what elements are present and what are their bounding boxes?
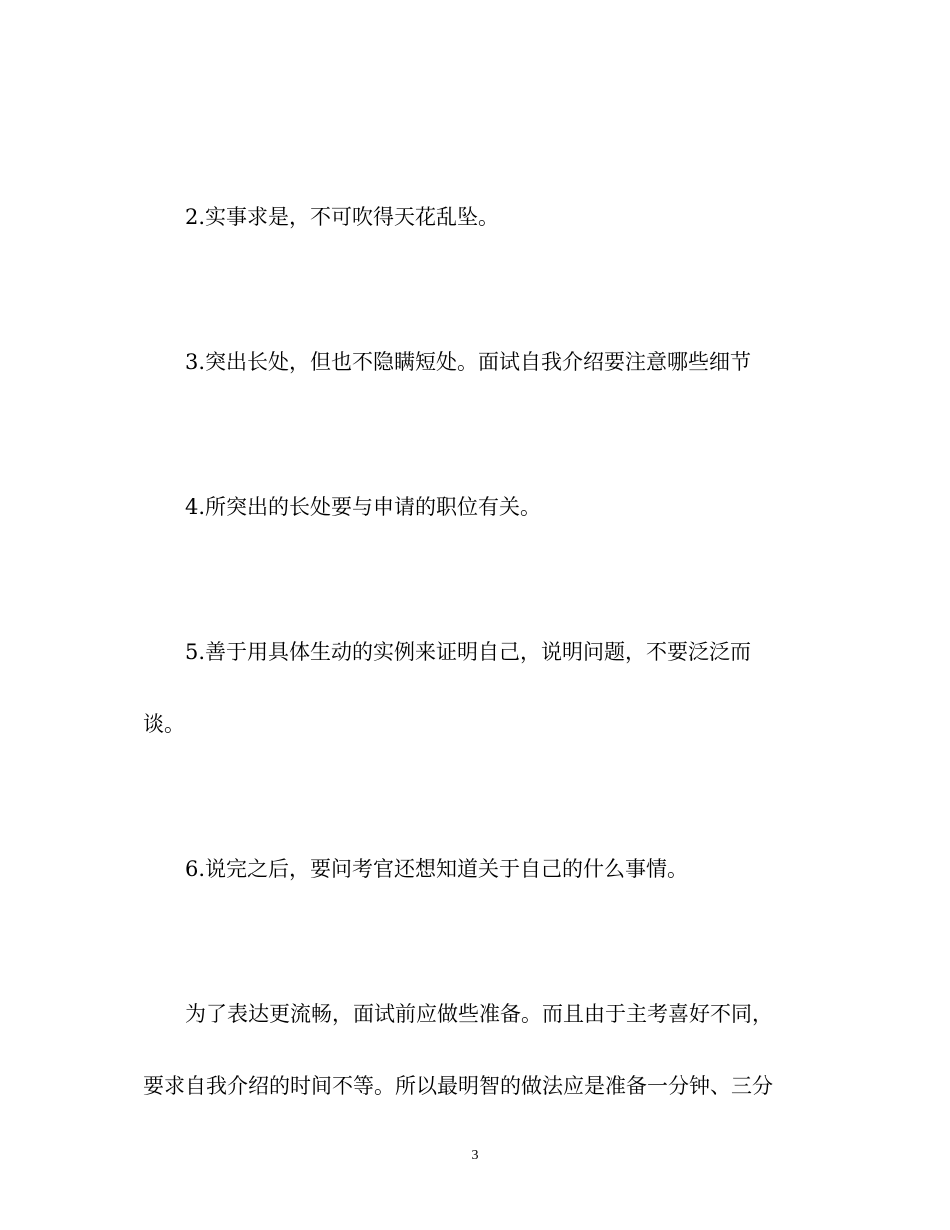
paragraph-prep-line-1: 为了表达更流畅，面试前应做些准备。而且由于主考喜好不同，	[185, 1002, 773, 1026]
paragraph-item-3: 3.突出长处，但也不隐瞒短处。面试自我介绍要注意哪些细节	[185, 350, 752, 374]
paragraph-item-6: 6.说完之后，要问考官还想知道关于自己的什么事情。	[185, 857, 689, 881]
page-number: 3	[471, 1148, 479, 1163]
paragraph-item-5-line-2: 谈。	[143, 712, 185, 736]
paragraph-item-5-line-1: 5.善于用具体生动的实例来证明自己，说明问题，不要泛泛而	[185, 640, 752, 664]
paragraph-item-2: 2.实事求是，不可吹得天花乱坠。	[185, 205, 500, 229]
paragraph-prep-line-2: 要求自我介绍的时间不等。所以最明智的做法应是准备一分钟、三分	[143, 1074, 773, 1098]
paragraph-item-4: 4.所突出的长处要与申请的职位有关。	[185, 495, 542, 519]
